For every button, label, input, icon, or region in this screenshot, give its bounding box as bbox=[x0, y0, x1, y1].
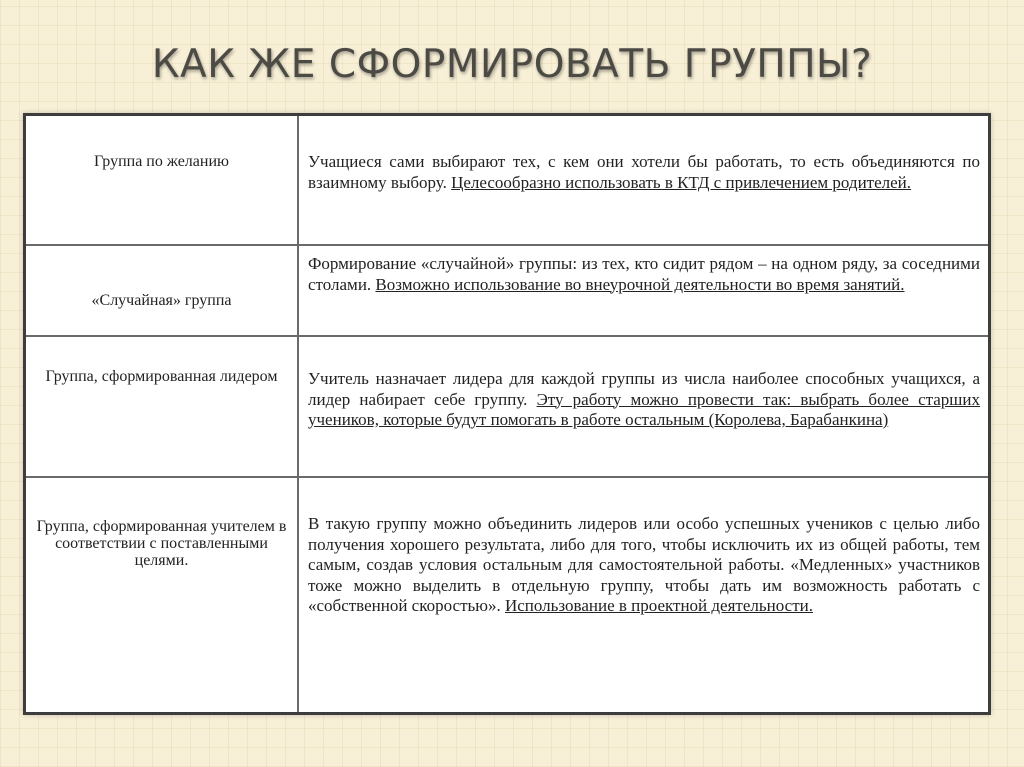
description-cell bbox=[308, 369, 980, 431]
group-type-cell: Группа по желанию bbox=[94, 153, 229, 170]
description-text: Формирование «случайной» группы: из тех, кто сидит рядом – на одном ряду, за соседними столами. bbox=[308, 254, 980, 294]
description-text: Учащиеся сами выбирают тех, с кем они хотели бы работать, то есть объединяются по взаимному выбору. bbox=[308, 152, 980, 192]
description-cell bbox=[308, 254, 980, 295]
usage-note: Использование в проектной деятельности. bbox=[504, 596, 813, 615]
description-cell bbox=[308, 514, 980, 617]
row-divider bbox=[26, 244, 988, 246]
slide-title: КАК ЖЕ СФОРМИРОВАТЬ ГРУППЫ? bbox=[151, 42, 873, 87]
group-type-cell: Группа, сформированная лидером bbox=[45, 368, 278, 385]
column-divider bbox=[297, 116, 299, 712]
group-formation-table bbox=[23, 113, 991, 715]
usage-note: Эту работу можно провести так: выбрать более старших учеников, которые будут помогать в работе остальным (Королева, Барабанкина) bbox=[308, 389, 980, 429]
usage-note: Возможно использование во внеурочной деятельности во время занятий. bbox=[375, 274, 905, 294]
usage-note: Целесообразно использовать в КТД с привлечением родителей. bbox=[451, 172, 912, 192]
description-text: Учитель назначает лидера для каждой группы из числа наиболее способных учащихся, а лидер набирает себе группу. bbox=[308, 369, 980, 409]
group-type-cell: Группа, сформированная учителем в соответствии с поставленными целями. bbox=[36, 518, 287, 569]
description-text: В такую группу можно объединить лидеров или особо успешных учеников с целью либо получения хорошего результата, либо для того, чтобы исключить их из общей работы, тем самым, создав условия остальным для самостоятельной работы. «Медленных» участников тоже можно выделить в отдельную группу, чтобы дать им возможность работать с «собственной скоростью». bbox=[308, 514, 980, 615]
row-divider bbox=[26, 476, 988, 478]
group-type-cell: «Случайная» группа bbox=[91, 292, 232, 309]
description-cell bbox=[308, 152, 980, 193]
row-divider bbox=[26, 335, 988, 337]
